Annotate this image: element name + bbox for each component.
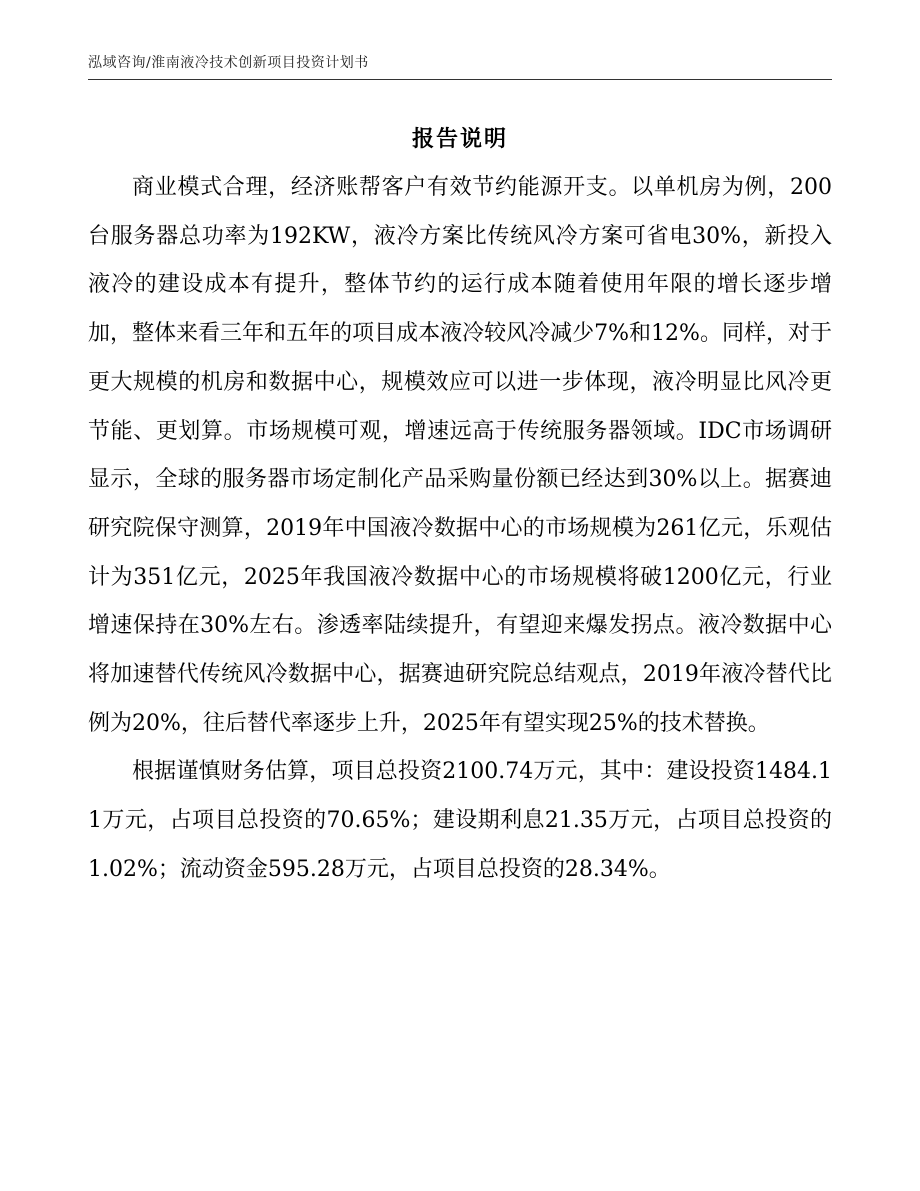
header-divider bbox=[88, 79, 832, 80]
paragraph-market: 商业模式合理，经济账帮客户有效节约能源开支。以单机房为例，200台服务器总功率为192KW，液冷方案比传统风冷方案可省电30%，新投入液冷的建设成本有提升，整体节约的运行成本随着使用年限的增长逐步增加，整体来看三年和五年的项目成本液冷较风冷减少7%和12%。同样，对于更大规模的机房和数据中心，规模效应可以进一步体现，液冷明显比风冷更节能、更划算。市场规模可观，增速远高于传统服务器领域。IDC市场调研显示，全球的服务器市场定制化产品采购量份额已经达到30%以上。据赛迪研究院保守测算，2019年中国液冷数据中心的市场规模为261亿元，乐观估计为351亿元，2025年我国液冷数据中心的市场规模将破1200亿元，行业增速保持在30%左右。渗透率陆续提升，有望迎来爆发拐点。液冷数据中心将加速替代传统风冷数据中心，据赛迪研究院总结观点，2019年液冷替代比例为20%，往后替代率逐步上升，2025年有望实现25%的技术替换。 bbox=[88, 175, 832, 736]
running-header: 泓域咨询/淮南液冷技术创新项目投资计划书 bbox=[88, 55, 369, 71]
paragraph-investment: 根据谨慎财务估算，项目总投资2100.74万元，其中：建设投资1484.11万元，占项目总投资的70.65%；建设期利息21.35万元，占项目总投资的1.02%；流动资金595.28万元，占项目总投资的28.34%。 bbox=[88, 759, 832, 882]
document-body bbox=[88, 164, 832, 895]
section-title: 报告说明 bbox=[411, 126, 508, 152]
